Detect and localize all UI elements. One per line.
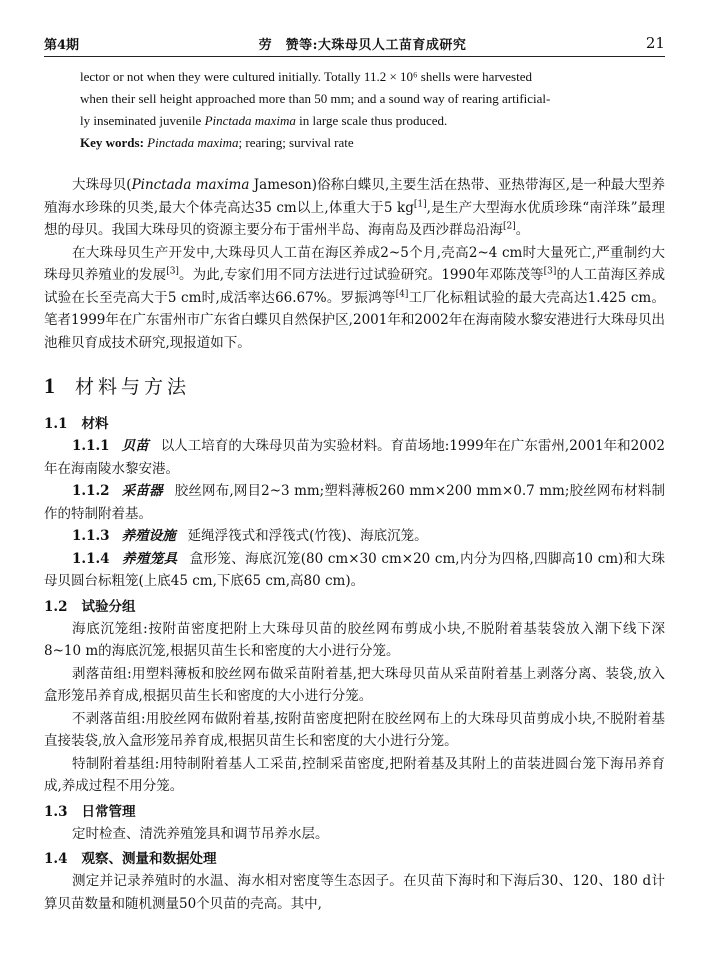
- subsubsection-text: 盒形笼、海底沉笼(80 cm×30 cm×20 cm,内分为四格,四脚高10 cm)和大珠母贝圆台标粗笼(上底45 cm,下底65 cm,高80 cm)。: [44, 550, 665, 589]
- species-name: Pinctada maxima: [143, 135, 239, 150]
- subsection-title: 材料: [81, 416, 109, 432]
- english-abstract: [44, 66, 665, 154]
- text: 大珠母贝(: [72, 177, 132, 193]
- keywords-text: ; rearing; survival rate: [238, 135, 354, 150]
- issue-number: 第4期: [44, 37, 80, 53]
- abstract-line: lector or not when they were cultured initially. Totally 11.2 × 10⁶ shells were harvested: [80, 69, 532, 84]
- section-heading: [44, 372, 665, 399]
- subsubsection-text: 胶丝网布,网目2~3 mm;塑料薄板260 mm×200 mm×0.7 mm;胶丝网布材料制作的特制附着基。: [44, 483, 665, 522]
- citation: [3]: [543, 266, 557, 277]
- subsection-title: 试验分组: [81, 598, 136, 615]
- subsection-number: 1.3: [44, 803, 68, 820]
- species-name: Pinctada maxima: [131, 177, 250, 193]
- text: 。: [515, 222, 530, 238]
- subsubsection-label: 采苗器: [121, 483, 163, 499]
- group-paragraph: 剥落苗组:用塑料薄板和胶丝网布做采苗附着基,把大珠母贝苗从采苗附着基上剥落分离、装袋,放入盒形笼吊养育成,根据贝苗生长和密度的大小进行分笼。: [44, 665, 665, 704]
- text: 在大珠母贝生产开发中,大珠母贝人工苗在海区养成2~5个月,壳高2~4 cm时大量死亡,严重制约大珠母贝养殖业的发展: [44, 244, 665, 283]
- intro-paragraph: [44, 242, 665, 355]
- citation: [3]: [166, 266, 179, 277]
- abstract-line: [80, 110, 665, 132]
- subsubsection: [44, 525, 665, 548]
- page-number: 21: [645, 34, 665, 52]
- subsection-number: 1.1: [44, 416, 68, 432]
- section-number: 1: [44, 373, 55, 398]
- subsection-number: 1.2: [44, 598, 68, 615]
- subsection-heading: [44, 596, 665, 618]
- subsubsection: [44, 548, 665, 593]
- citation: [4]: [395, 289, 409, 299]
- group-paragraph: 不剥落苗组:用胶丝网布做附着基,按附苗密度把附在胶丝网布上的大珠母贝苗剪成小块,不脱附着基直接装袋,放入盒形笼吊养育成,根据贝苗生长和密度的大小进行分笼。: [44, 710, 665, 749]
- subsubsection-label: 贝苗: [121, 438, 149, 454]
- running-header: [44, 30, 665, 57]
- species-name: Pinctada maxima: [204, 113, 296, 128]
- subsubsection-text: 以人工培育的大珠母贝苗为实验材料。育苗场地:1999年在广东雷州,2001年和2002年在海南陵水黎安港。: [44, 438, 665, 477]
- text: 的人工苗海区养成试验在长至壳高大于5 cm时,成活率达66.67%。罗振鸿等: [44, 267, 665, 306]
- subsubsection: [44, 480, 665, 525]
- text: Jameson)俗称白蝶贝,主要生活在热带、亚热带海区,是一种最大型养殖海水珍珠的贝类,最大个体壳高达35 cm以上,体重大于5 kg: [44, 177, 665, 216]
- subsection-heading: [44, 413, 665, 435]
- chinese-body: [44, 174, 665, 915]
- section-title: 材料与方法: [75, 376, 191, 398]
- text: 工厂化标粗试验的最大壳高达1.425 cm。笔者1999年在广东雷州市广东省白蝶贝自然保护区,2001年和2002年在海南陵水黎安港进行大珠母贝出池稚贝育成技术研究,现报道如下。: [44, 289, 665, 351]
- measurement-paragraph: 测定并记录养殖时的水温、海水相对密度等生态因子。在贝苗下海时和下海后30、120、180 d计算贝苗数量和随机测量50个贝苗的壳高。其中,: [44, 873, 665, 912]
- subsection-heading: [44, 848, 665, 870]
- keywords-label: Key words:: [80, 135, 144, 150]
- keywords-line: [80, 132, 665, 154]
- subsubsection-number: 1.1.2: [72, 483, 110, 499]
- subsubsection: [44, 435, 665, 480]
- citation: [1]: [413, 199, 427, 209]
- text: 。为此,专家们用不同方法进行过试验研究。1990年邓陈茂等: [178, 267, 544, 283]
- subsection-heading: [44, 801, 665, 823]
- intro-paragraph: [44, 174, 665, 242]
- subsubsection-label: 养殖笼具: [121, 550, 178, 567]
- text: ,是生产大型海水优质珍珠“南洋珠”最理想的母贝。我国大珠母贝的资源主要分布于雷州半岛、海南岛及西沙群岛沿海: [44, 199, 665, 238]
- subsubsection-number: 1.1.3: [72, 528, 110, 544]
- subsubsection-label: 养殖设施: [121, 528, 176, 544]
- subsection-title: 日常管理: [81, 803, 136, 820]
- subsection-number: 1.4: [44, 851, 68, 867]
- citation: [2]: [503, 221, 516, 232]
- group-paragraph: 海底沉笼组:按附苗密度把附上大珠母贝苗的胶丝网布剪成小块,不脱附着基装袋放入潮下线下深8~10 m的海底沉笼,根据贝苗生长和密度的大小进行分笼。: [44, 620, 665, 659]
- management-paragraph: 定时检查、清洗养殖笼具和调节吊养水层。: [72, 825, 329, 842]
- subsection-title: 观察、测量和数据处理: [81, 851, 217, 867]
- abstract-text: ly inseminated juvenile: [80, 113, 205, 128]
- body-content: [44, 66, 665, 915]
- group-paragraph: 特制附着基组:用特制附着基人工采苗,控制采苗密度,把附着基及其附上的苗装进圆台笼下海吊养育成,养成过程不用分笼。: [44, 755, 665, 794]
- subsubsection-number: 1.1.4: [72, 550, 110, 567]
- subsubsection-number: 1.1.1: [72, 438, 110, 454]
- abstract-line: when their sell height approached more than 50 mm; and a sound way of rearing artificial-: [80, 91, 551, 106]
- subsubsection-text: 延绳浮筏式和浮筏式(竹筏)、海底沉笼。: [187, 528, 428, 544]
- abstract-text: in large scale thus produced.: [295, 113, 448, 128]
- running-title: 劳 赞等:大珠母贝人工苗育成研究: [258, 37, 467, 53]
